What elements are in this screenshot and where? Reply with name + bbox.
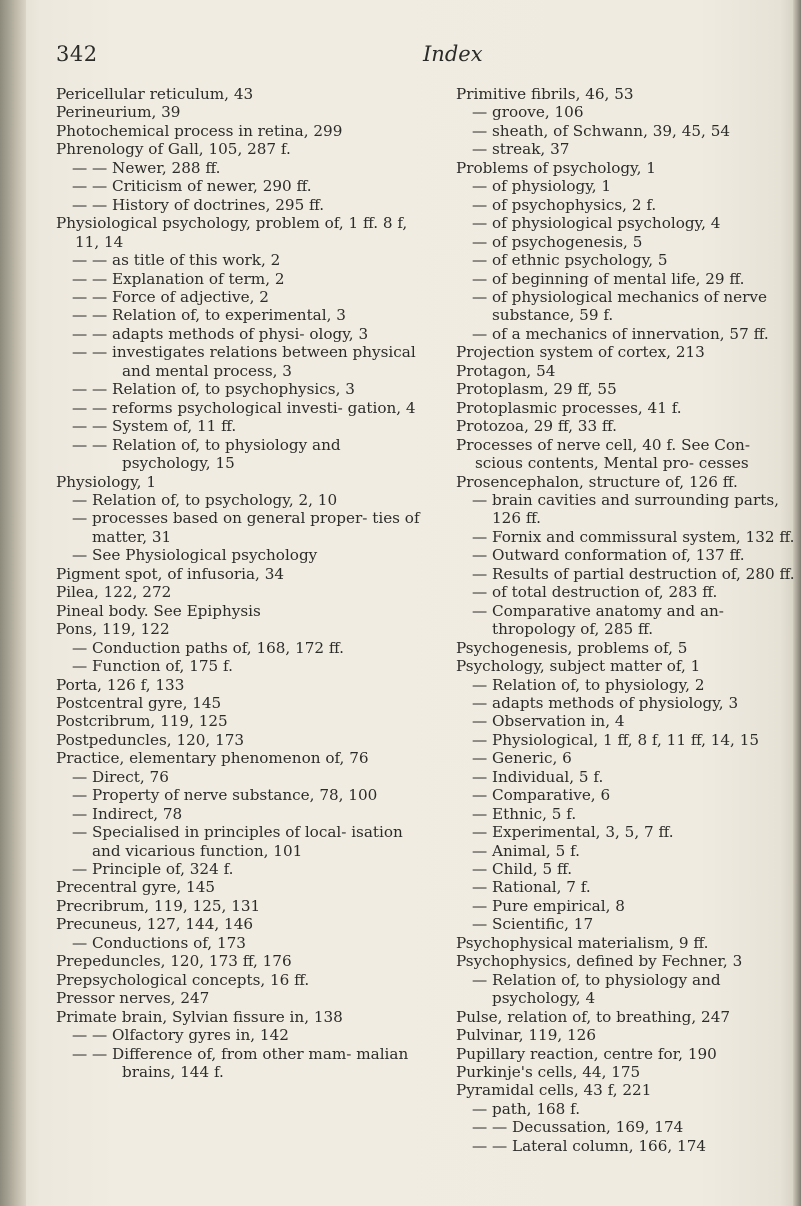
index-subentry: — — System of, 11 ff. bbox=[72, 417, 237, 436]
index-entry: Prepsychological concepts, 16 ff. bbox=[56, 970, 310, 989]
index-entry: Pupillary reaction, centre for, 190 bbox=[456, 1044, 717, 1063]
index-entry: Pineal body. See Epiphysis bbox=[56, 601, 261, 620]
index-subentry: — Property of nerve substance, 78, 100 bbox=[72, 786, 378, 805]
index-entry: Pigment spot, of infusoria, 34 bbox=[56, 564, 285, 583]
index-entry: Protoplasmic processes, 41 f. bbox=[456, 398, 682, 417]
index-subentry: — Animal, 5 f. bbox=[472, 841, 580, 860]
running-title: Index bbox=[423, 42, 483, 66]
index-subentry: — Results of partial destruction of, 280 ff. bbox=[472, 564, 795, 583]
index-entry: Perineurium, 39 bbox=[56, 103, 181, 122]
index-entry: Physiology, 1 bbox=[56, 472, 156, 491]
index-entry: Primate brain, Sylvian fissure in, 138 bbox=[56, 1007, 343, 1026]
index-subentry: — — as title of this work, 2 bbox=[72, 251, 281, 270]
index-subentry: — Relation of, to physiology and psychology, 4 bbox=[472, 970, 721, 1008]
index-entry: Practice, elementary phenomenon of, 76 bbox=[56, 749, 369, 768]
index-subentry: — of physiological mechanics of nerve substance, 59 f. bbox=[472, 287, 767, 325]
index-entry: Precribrum, 119, 125, 131 bbox=[56, 896, 261, 915]
index-entry: Psychology, subject matter of, 1 bbox=[456, 657, 701, 676]
index-subentry: — of psychogenesis, 5 bbox=[472, 232, 643, 251]
index-entry: Psychophysical materialism, 9 ff. bbox=[456, 933, 709, 952]
index-entry: Pons, 119, 122 bbox=[56, 620, 170, 639]
index-subentry: — — adapts methods of physi- ology, 3 bbox=[72, 324, 369, 343]
index-subentry: — — Relation of, to psychophysics, 3 bbox=[72, 380, 355, 399]
index-entry: Pericellular reticulum, 43 bbox=[56, 85, 254, 103]
index-subentry: — Comparative anatomy and an- thropology of, 285 ff. bbox=[472, 601, 724, 639]
index-subentry: — of beginning of mental life, 29 ff. bbox=[472, 269, 745, 288]
index-entry: Processes of nerve cell, 40 f. See Con- scious contents, Mental pro- cesses bbox=[456, 435, 750, 473]
index-subentry: — Physiological, 1 ff, 8 f, 11 ff, 14, 15 bbox=[472, 730, 760, 749]
index-subentry: — adapts methods of physiology, 3 bbox=[472, 693, 739, 712]
index-entry: Purkinje's cells, 44, 175 bbox=[456, 1063, 641, 1082]
index-subentry: — Ethnic, 5 f. bbox=[472, 804, 577, 823]
index-subentry: — — Explanation of term, 2 bbox=[72, 269, 285, 288]
index-subentry: — — Newer, 288 ff. bbox=[72, 158, 221, 177]
index-subentry: — Conduction paths of, 168, 172 ff. bbox=[72, 638, 344, 657]
index-entry: Photochemical process in retina, 299 bbox=[56, 121, 343, 140]
index-subentry: — Generic, 6 bbox=[472, 749, 572, 768]
index-subentry: — Relation of, to psychology, 2, 10 bbox=[72, 490, 338, 509]
index-subentry: — Comparative, 6 bbox=[472, 786, 611, 805]
index-subentry: — Conductions of, 173 bbox=[72, 933, 246, 952]
index-subentry: — — reforms psychological investi- gation, 4 bbox=[72, 398, 416, 417]
index-entry: Psychophysics, defined by Fechner, 3 bbox=[456, 952, 743, 971]
index-subentry: — Rational, 7 f. bbox=[472, 878, 591, 897]
index-entry: Pulse, relation of, to breathing, 247 bbox=[456, 1007, 731, 1026]
index-entry: Prepeduncles, 120, 173 ff, 176 bbox=[56, 952, 292, 971]
index-subentry: — Individual, 5 f. bbox=[472, 767, 604, 786]
index-subentry: — — Difference of, from other mam- malian brains, 144 f. bbox=[72, 1044, 409, 1082]
index-subentry: — — Lateral column, 166, 174 bbox=[472, 1136, 707, 1155]
index-subentry: — Indirect, 78 bbox=[72, 804, 183, 823]
index-subentry: — path, 168 f. bbox=[472, 1099, 581, 1118]
index-subentry: — Specialised in principles of local- isation and vicarious function, 101 bbox=[72, 823, 403, 860]
index-entry: Protoplasm, 29 ff, 55 bbox=[456, 380, 617, 399]
index-subentry: — Fornix and commissural system, 132 ff. bbox=[472, 527, 795, 546]
index-entry: Protozoa, 29 ff, 33 ff. bbox=[456, 417, 618, 436]
index-subentry: — Outward conformation of, 137 ff. bbox=[472, 546, 745, 565]
index-subentry: — streak, 37 bbox=[472, 140, 570, 159]
index-subentry: — Principle of, 324 f. bbox=[72, 860, 234, 879]
index-subentry: — of ethnic psychology, 5 bbox=[472, 251, 668, 270]
index-entry: Projection system of cortex, 213 bbox=[456, 343, 705, 362]
index-subentry: — See Physiological psychology bbox=[72, 546, 318, 565]
index-entry: Psychogenesis, problems of, 5 bbox=[456, 638, 688, 657]
index-entry: Precentral gyre, 145 bbox=[56, 878, 216, 897]
index-subentry: — Child, 5 ff. bbox=[472, 860, 573, 879]
index-subentry: — — Force of adjective, 2 bbox=[72, 287, 269, 306]
index-subentry: — Relation of, to physiology, 2 bbox=[472, 675, 705, 694]
index-entry: Physiological psychology, problem of, 1 ff. 8 f, 11, 14 bbox=[56, 214, 408, 251]
index-entry: Pressor nerves, 247 bbox=[56, 989, 210, 1008]
index-subentry: — Experimental, 3, 5, 7 ff. bbox=[472, 823, 674, 842]
index-entry: Primitive fibrils, 46, 53 bbox=[456, 85, 634, 103]
index-subentry: — of total destruction of, 283 ff. bbox=[472, 583, 718, 602]
index-column-left bbox=[56, 85, 420, 1081]
index-subentry: — Scientific, 17 bbox=[472, 915, 594, 934]
index-subentry: — — Relation of, to experimental, 3 bbox=[72, 306, 346, 325]
index-subentry: — processes based on general proper- ties of matter, 31 bbox=[72, 509, 420, 546]
index-entry: Pulvinar, 119, 126 bbox=[456, 1026, 597, 1045]
index-entry: Precuneus, 127, 144, 146 bbox=[56, 915, 254, 934]
index-subentry: — brain cavities and surrounding parts, 126 ff. bbox=[472, 490, 779, 528]
index-subentry: — of physiological psychology, 4 bbox=[472, 214, 721, 233]
index-subentry: — of physiology, 1 bbox=[472, 177, 612, 196]
page-number: 342 bbox=[56, 42, 98, 66]
index-entry: Phrenology of Gall, 105, 287 f. bbox=[56, 140, 291, 159]
index-subentry: — — Relation of, to physiology and psychology, 15 bbox=[72, 435, 341, 473]
running-header bbox=[56, 38, 756, 72]
index-subentry: — — History of doctrines, 295 ff. bbox=[72, 195, 325, 214]
index-column-right bbox=[456, 85, 796, 1155]
index-subentry: — Function of, 175 f. bbox=[72, 657, 233, 676]
index-entry: Porta, 126 f, 133 bbox=[56, 675, 185, 694]
index-entry: Problems of psychology, 1 bbox=[456, 158, 656, 177]
index-entry: Protagon, 54 bbox=[456, 361, 556, 380]
index-subentry: — — Criticism of newer, 290 ff. bbox=[72, 177, 312, 196]
index-entry: Pilea, 122, 272 bbox=[56, 583, 172, 602]
index-subentry: — Pure empirical, 8 bbox=[472, 896, 625, 915]
index-subentry: — of psychophysics, 2 f. bbox=[472, 195, 657, 214]
index-subentry: — of a mechanics of innervation, 57 ff. bbox=[472, 324, 769, 343]
index-entry: Postcentral gyre, 145 bbox=[56, 693, 222, 712]
index-subentry: — sheath, of Schwann, 39, 45, 54 bbox=[472, 121, 731, 140]
index-subentry: — groove, 106 bbox=[472, 103, 584, 122]
index-subentry: — — investigates relations between physical and mental process, 3 bbox=[72, 343, 416, 380]
index-subentry: — — Olfactory gyres in, 142 bbox=[72, 1026, 289, 1045]
index-entry: Postcribrum, 119, 125 bbox=[56, 712, 228, 731]
book-spine-shadow bbox=[0, 0, 26, 1206]
index-subentry: — Direct, 76 bbox=[72, 767, 169, 786]
index-entry: Postpeduncles, 120, 173 bbox=[56, 730, 245, 749]
index-entry: Pyramidal cells, 43 f, 221 bbox=[456, 1081, 652, 1100]
index-subentry: — Observation in, 4 bbox=[472, 712, 625, 731]
index-entry: Prosencephalon, structure of, 126 ff. bbox=[456, 472, 738, 491]
index-subentry: — — Decussation, 169, 174 bbox=[472, 1118, 684, 1137]
